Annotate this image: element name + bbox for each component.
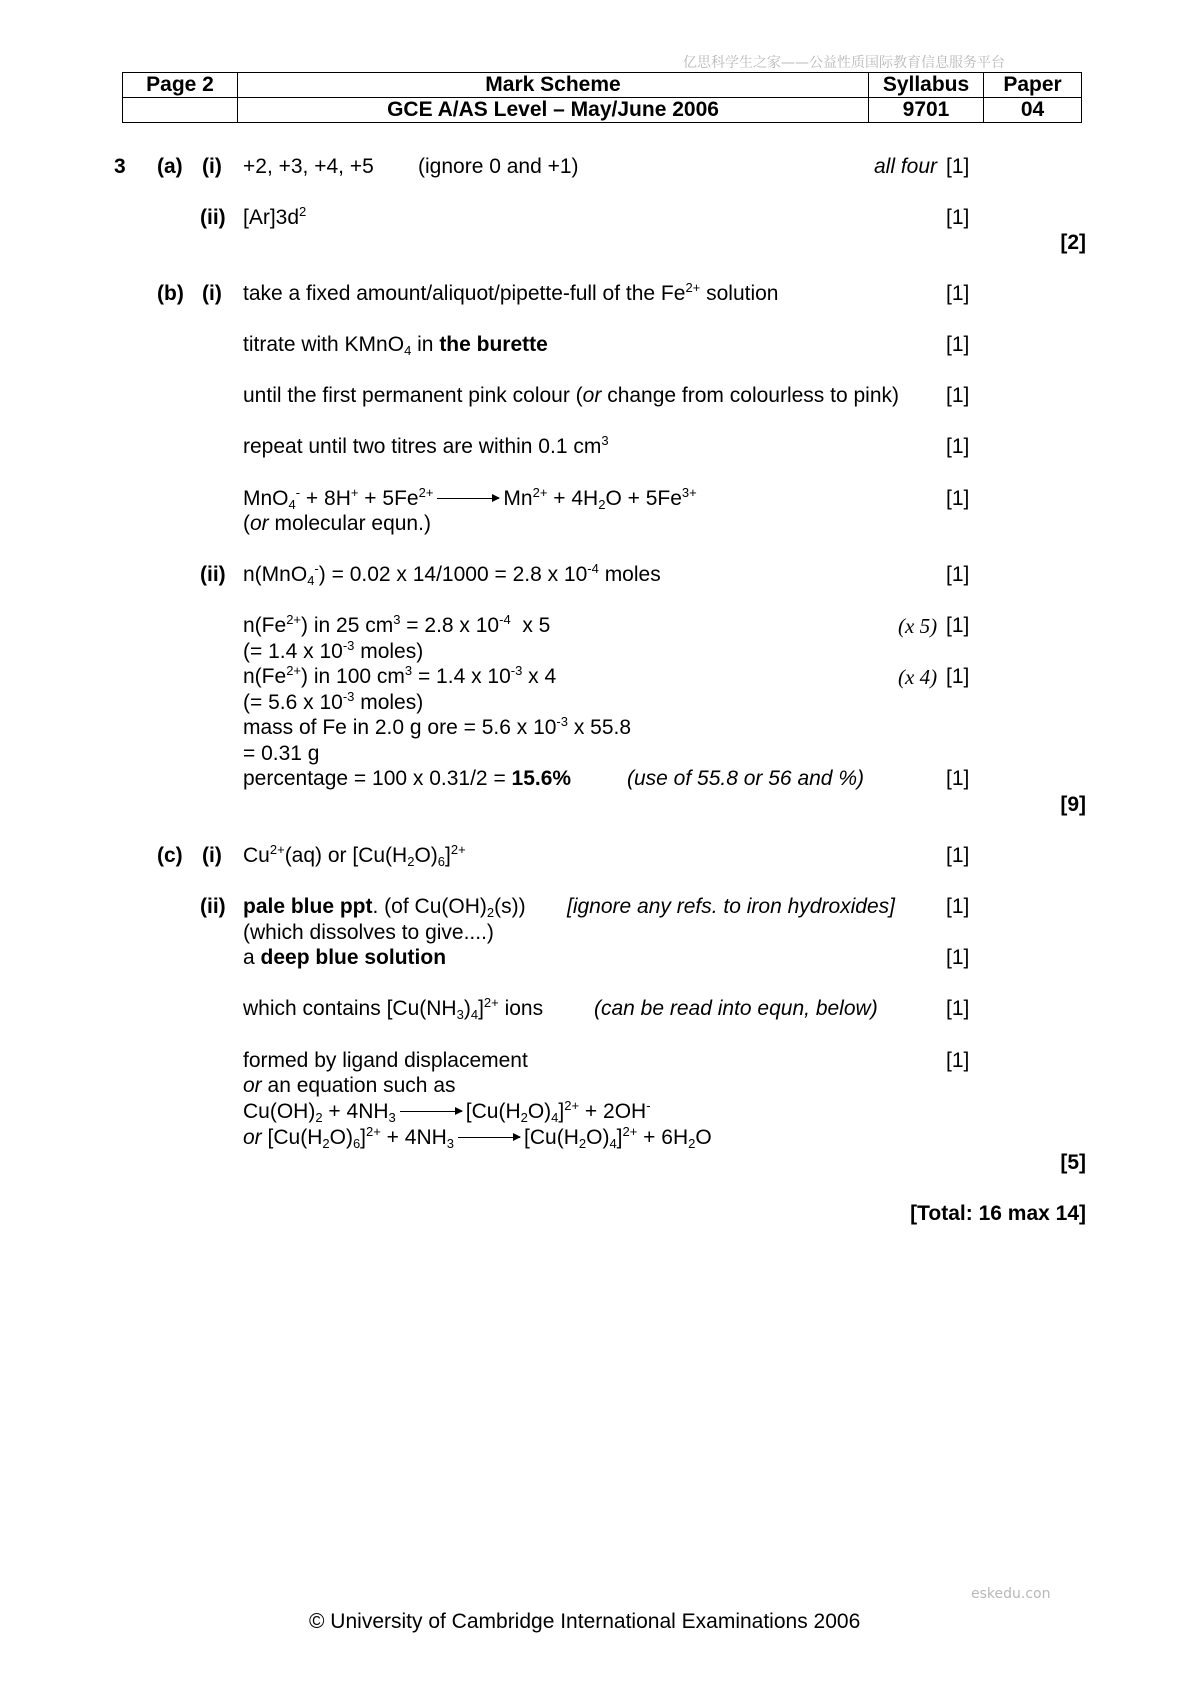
- part-b-i-line3: until the first permanent pink colour (or change from colourless to pink): [243, 384, 899, 407]
- reaction-arrow-icon: [458, 1137, 520, 1138]
- part-b-ii-line5: = 0.31 g: [243, 742, 320, 765]
- part-c-ii-line2: (which dissolves to give....): [243, 921, 494, 944]
- header-page: Page 2: [123, 73, 238, 98]
- part-b-ii-label: (ii): [200, 563, 226, 586]
- part-c-ii-line3: a deep blue solution: [243, 946, 447, 969]
- mark: [1]: [946, 435, 970, 458]
- ligand-equation-1: $Cu(OH)_2 + 4NH_3$ $[Cu(H_2O)_4]^{2+} + 2OH^-$: [243, 1098, 651, 1125]
- part-b-ii-line6: percentage = 100 x 0.31/2 = 15.6%: [243, 767, 572, 790]
- part-c-ii-line5: formed by ligand displacement: [243, 1049, 528, 1072]
- permanganate-equation: $MnO_4^- + 8H^+ + 5Fe^{2+}$ $Mn^{2+} + 4H_2O + 5Fe^{3+}$: [243, 485, 697, 512]
- header-table: [122, 72, 1082, 123]
- part-a-i-label: (i): [202, 155, 222, 178]
- part-a-i-text: +2, +3, +4, +5: [243, 155, 374, 178]
- mark: [1]: [946, 333, 970, 356]
- mark: [1]: [946, 206, 970, 229]
- part-c-total: [5]: [1060, 1151, 1086, 1174]
- part-b-ii-line1: n(MnO$_4$-) = 0.02 x 14/1000 = 2.8 x $10^{-4}$ moles: [243, 561, 661, 588]
- part-c-ii-line6: or an equation such as: [243, 1074, 456, 1097]
- mark: [1]: [946, 844, 970, 867]
- part-c-ii-line1: pale blue ppt. (of $Cu(OH)_2(s)$): [243, 895, 526, 920]
- mark: [1]: [946, 384, 970, 407]
- question-number: 3: [114, 155, 126, 178]
- equation-note: (or molecular equn.): [243, 512, 431, 535]
- part-b-label: (b): [157, 282, 184, 305]
- footer-copyright: © University of Cambridge International Examinations 2006: [309, 1610, 861, 1633]
- part-c-i-label: (i): [202, 844, 222, 867]
- mark: [1]: [946, 665, 970, 688]
- part-a-i-marknote: all four: [874, 155, 938, 178]
- mark: [1]: [946, 1049, 970, 1072]
- multiplier-x4: (x 4): [898, 665, 938, 689]
- part-c-ii-note2: (can be read into equn, below): [594, 997, 878, 1020]
- mark: [1]: [946, 997, 970, 1020]
- mark: [1]: [946, 563, 970, 586]
- part-c-label: (c): [157, 844, 183, 867]
- part-a-ii-label: (ii): [200, 206, 226, 229]
- part-c-ii-label: (ii): [200, 895, 226, 918]
- part-c-i-text: $Cu^{2+}(aq)$ or $[Cu(H_2O)_6]^{2+}$: [243, 842, 466, 869]
- part-b-i-line1: take a fixed amount/aliquot/pipette-full of the $Fe^{2+}$ solution: [243, 280, 779, 305]
- mark: [1]: [946, 895, 970, 918]
- part-a-ii-text: $[Ar]3d^2$: [243, 204, 307, 229]
- mark: [1]: [946, 155, 970, 178]
- mark: [1]: [946, 767, 970, 790]
- part-a-i-note: (ignore 0 and +1): [418, 155, 579, 178]
- watermark-text: 亿思科学生之家——公益性质国际教育信息服务平台: [683, 55, 1005, 71]
- part-b-ii-note: (use of 55.8 or 56 and %): [627, 767, 864, 790]
- header-syllabus-label: Syllabus: [869, 73, 984, 98]
- grand-total: [Total: 16 max 14]: [910, 1202, 1086, 1225]
- header-syllabus: 9701: [869, 98, 984, 123]
- part-b-i-line2: titrate with KMnO$_4$ in the burette: [243, 333, 548, 358]
- part-b-total: [9]: [1060, 793, 1086, 816]
- header-paper: 04: [984, 98, 1082, 123]
- part-c-ii-note1: [ignore any refs. to iron hydroxides]: [567, 895, 896, 918]
- header-exam: GCE A/AS Level – May/June 2006: [238, 98, 869, 123]
- part-a-label: (a): [157, 155, 183, 178]
- mark: [1]: [946, 487, 970, 510]
- part-a-total: [2]: [1060, 231, 1086, 254]
- ligand-equation-2: or $[Cu(H_2O)_6]^{2+} + 4NH_3$ $[Cu(H_2O)_4]^{2+} + 6H_2O$: [243, 1124, 712, 1151]
- part-b-i-line4: repeat until two titres are within 0.1 $cm^3$: [243, 433, 609, 458]
- watermark-bottom: eskedu.con: [971, 1586, 1051, 1602]
- header-paper-label: Paper: [984, 73, 1082, 98]
- mark: [1]: [946, 614, 970, 637]
- mark: [1]: [946, 282, 970, 305]
- header-empty-cell: [123, 98, 238, 123]
- reaction-arrow-icon: [400, 1111, 462, 1112]
- part-c-ii-line4: which contains $[Cu(NH_3)_4]^{2+}$ ions: [243, 995, 544, 1022]
- mark: [1]: [946, 946, 970, 969]
- reaction-arrow-icon: [437, 498, 499, 499]
- part-b-ii-line4: mass of Fe in 2.0 g ore = 5.6 x $10^{-3}$ x 55.8: [243, 714, 632, 739]
- part-b-i-label: (i): [202, 282, 222, 305]
- part-b-ii-line3: $n(Fe^{2+})$ in 100 $cm^3 = 1.4$ x $10^{-3}$ x 4: [243, 663, 557, 688]
- part-b-ii-line2: $n(Fe^{2+})$ in 25 $cm^3 = 2.8$ x $10^{-4}$ x 5: [243, 612, 551, 637]
- part-b-ii-line2b: (= 1.4 x $10^{-3}$ moles): [243, 638, 424, 663]
- part-b-ii-line3b: (= 5.6 x $10^{-3}$ moles): [243, 689, 424, 714]
- multiplier-x5: (x 5): [898, 614, 938, 638]
- header-title: Mark Scheme: [238, 73, 869, 98]
